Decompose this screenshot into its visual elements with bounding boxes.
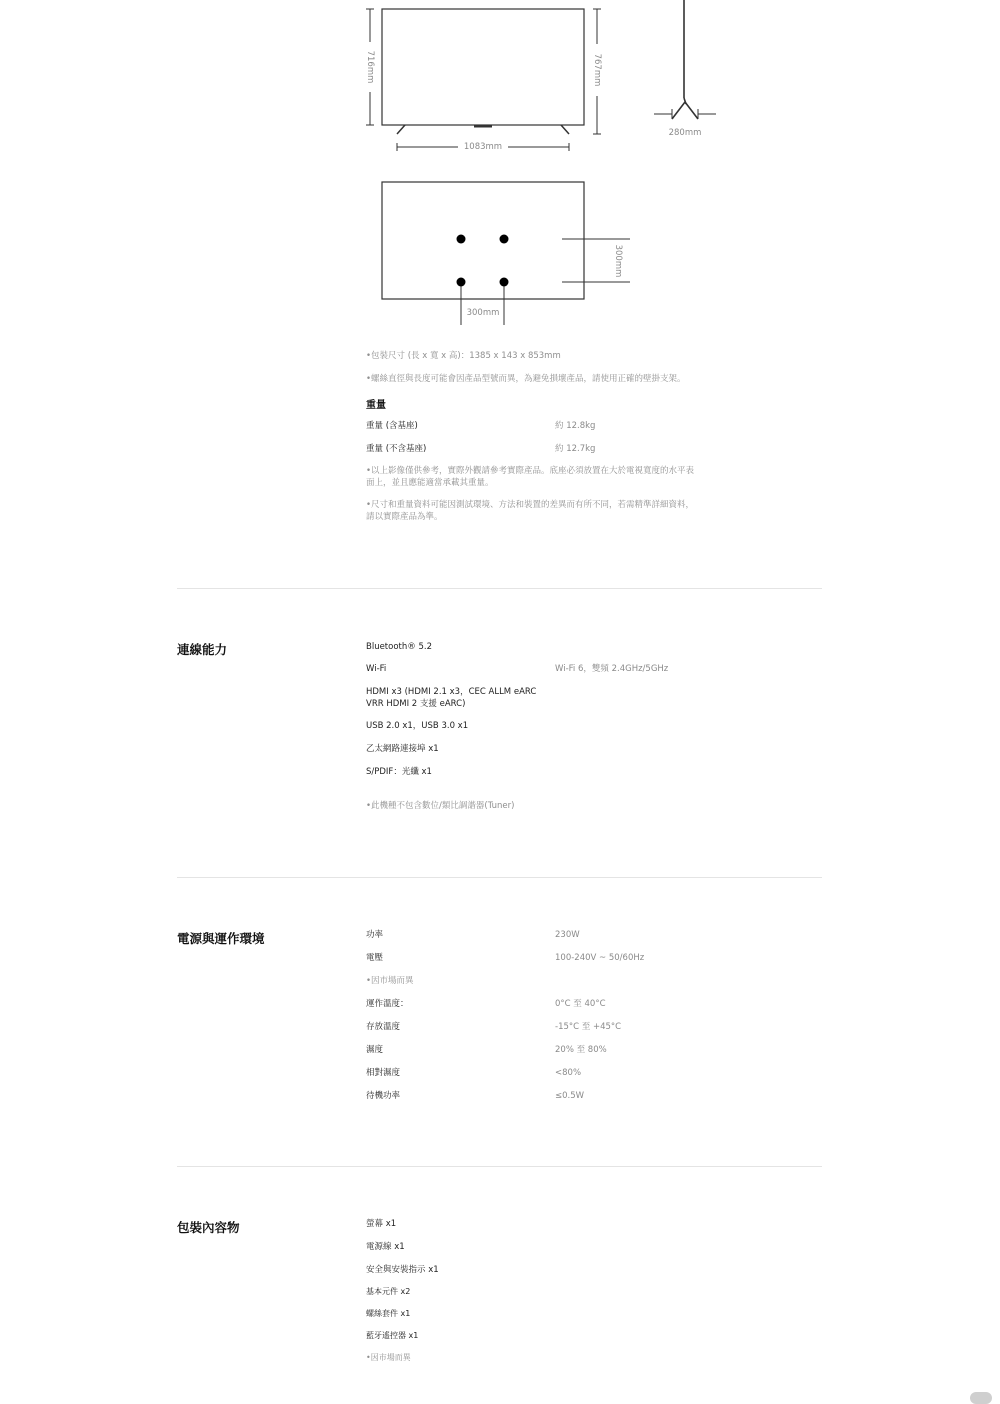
- standby-power-label: 待機功率: [366, 1091, 401, 1101]
- front-height-label: 716mm: [365, 50, 375, 84]
- vesa-hole: [500, 235, 509, 244]
- power-label: 功率: [366, 930, 384, 940]
- voltage-value: 100-240V ~ 50/60Hz: [555, 953, 645, 963]
- market-note: •因市場而異: [366, 976, 414, 986]
- section-divider: [177, 877, 822, 878]
- vesa-hole: [500, 278, 509, 287]
- humidity-label: 濕度: [366, 1045, 384, 1055]
- package-title: 包裝內容物: [177, 1220, 240, 1235]
- vesa-hole: [457, 235, 466, 244]
- relative-humidity-value: <80%: [555, 1068, 582, 1078]
- package-item-screw-kit: 螺絲套件 x1: [366, 1309, 411, 1318]
- voltage-label: 電壓: [366, 953, 384, 963]
- tv-back-outline: [382, 182, 584, 299]
- tv-stand-foot-right: [561, 125, 569, 134]
- tuner-note: •此機種不包含數位/類比調諧器(Tuner): [366, 801, 515, 811]
- vesa-vertical-label: 300mm: [613, 244, 623, 278]
- relative-humidity-label: 相對濕度: [366, 1068, 401, 1078]
- vesa-horizontal-label: 300mm: [466, 308, 500, 318]
- storage-temp-value: -15°C 至 +45°C: [555, 1022, 622, 1032]
- screw-note: •螺絲直徑與長度可能會因產品型號而異，為避免損壞產品，請使用正確的壁掛支架。: [366, 374, 686, 384]
- width-label: 1083mm: [463, 142, 503, 152]
- power-title: 電源與運作環境: [177, 931, 265, 946]
- measurement-note: •尺寸和重量資料可能因測試環境、方法和裝置的差異而有所不同，若需精準詳細資料， 請以實際產品為準。: [366, 500, 695, 522]
- weight-without-stand-label: 重量 (不含基座): [366, 444, 427, 454]
- spdif-label: S/PDIF：光纖 x1: [366, 767, 432, 777]
- weight-without-stand-value: 約 12.7kg: [555, 444, 596, 454]
- package-item-power-cord: 電源線 x1: [366, 1242, 405, 1252]
- storage-temp-label: 存放溫度: [366, 1022, 401, 1032]
- total-height-label: 767mm: [592, 53, 602, 87]
- package-item-remote: 藍牙遙控器 x1: [366, 1331, 419, 1340]
- wifi-value: Wi-Fi 6，雙頻 2.4GHz/5GHz: [555, 664, 669, 674]
- package-size-note: •包裝尺寸 (長 x 寬 x 高)：1385 x 143 x 853mm: [366, 351, 561, 361]
- tv-side-stand-right: [685, 102, 698, 119]
- standby-power-value: ≤0.5W: [555, 1091, 585, 1101]
- ethernet-label: 乙太網路連接埠 x1: [366, 744, 439, 754]
- bluetooth-label: Bluetooth® 5.2: [366, 642, 432, 652]
- vesa-hole: [457, 278, 466, 287]
- power-value: 230W: [555, 930, 580, 940]
- wifi-label: Wi-Fi: [366, 664, 387, 674]
- connectivity-title: 連線能力: [177, 642, 228, 657]
- weight-with-stand-value: 約 12.8kg: [555, 421, 596, 431]
- package-market-note: •因市場而異: [366, 1353, 411, 1362]
- image-reference-note: •以上影像僅供參考，實際外觀請參考實際產品。底座必須放置在大於電視寬度的水平表 面上，並且應能適當承載其重量。: [366, 466, 695, 488]
- stand-depth-label: 280mm: [668, 128, 702, 138]
- tv-front-outline: [382, 9, 584, 125]
- operating-temp-label: 運作溫度：: [366, 999, 409, 1009]
- tv-stand-foot-left: [397, 125, 405, 134]
- weight-title: 重量: [366, 400, 386, 411]
- package-item-base-parts: 基本元件 x2: [366, 1287, 411, 1296]
- operating-temp-value: 0°C 至 40°C: [555, 999, 606, 1009]
- usb-label: USB 2.0 x1，USB 3.0 x1: [366, 721, 469, 731]
- section-divider: [177, 588, 822, 589]
- section-divider: [177, 1166, 822, 1167]
- hdmi-label: HDMI x3 (HDMI 2.1 x3，CEC ALLM eARC VRR HDMI 2 支援 eARC): [366, 687, 537, 709]
- humidity-value: 20% 至 80%: [555, 1045, 607, 1055]
- package-item-safety-guide: 安全與安裝指示 x1: [366, 1265, 439, 1275]
- scroll-to-top-button[interactable]: [970, 1392, 992, 1404]
- package-item-screen: 螢幕 x1: [366, 1219, 397, 1229]
- weight-with-stand-label: 重量 (含基座): [366, 421, 418, 431]
- tv-side-stand-left: [672, 102, 685, 119]
- dimension-diagram: [0, 0, 1000, 330]
